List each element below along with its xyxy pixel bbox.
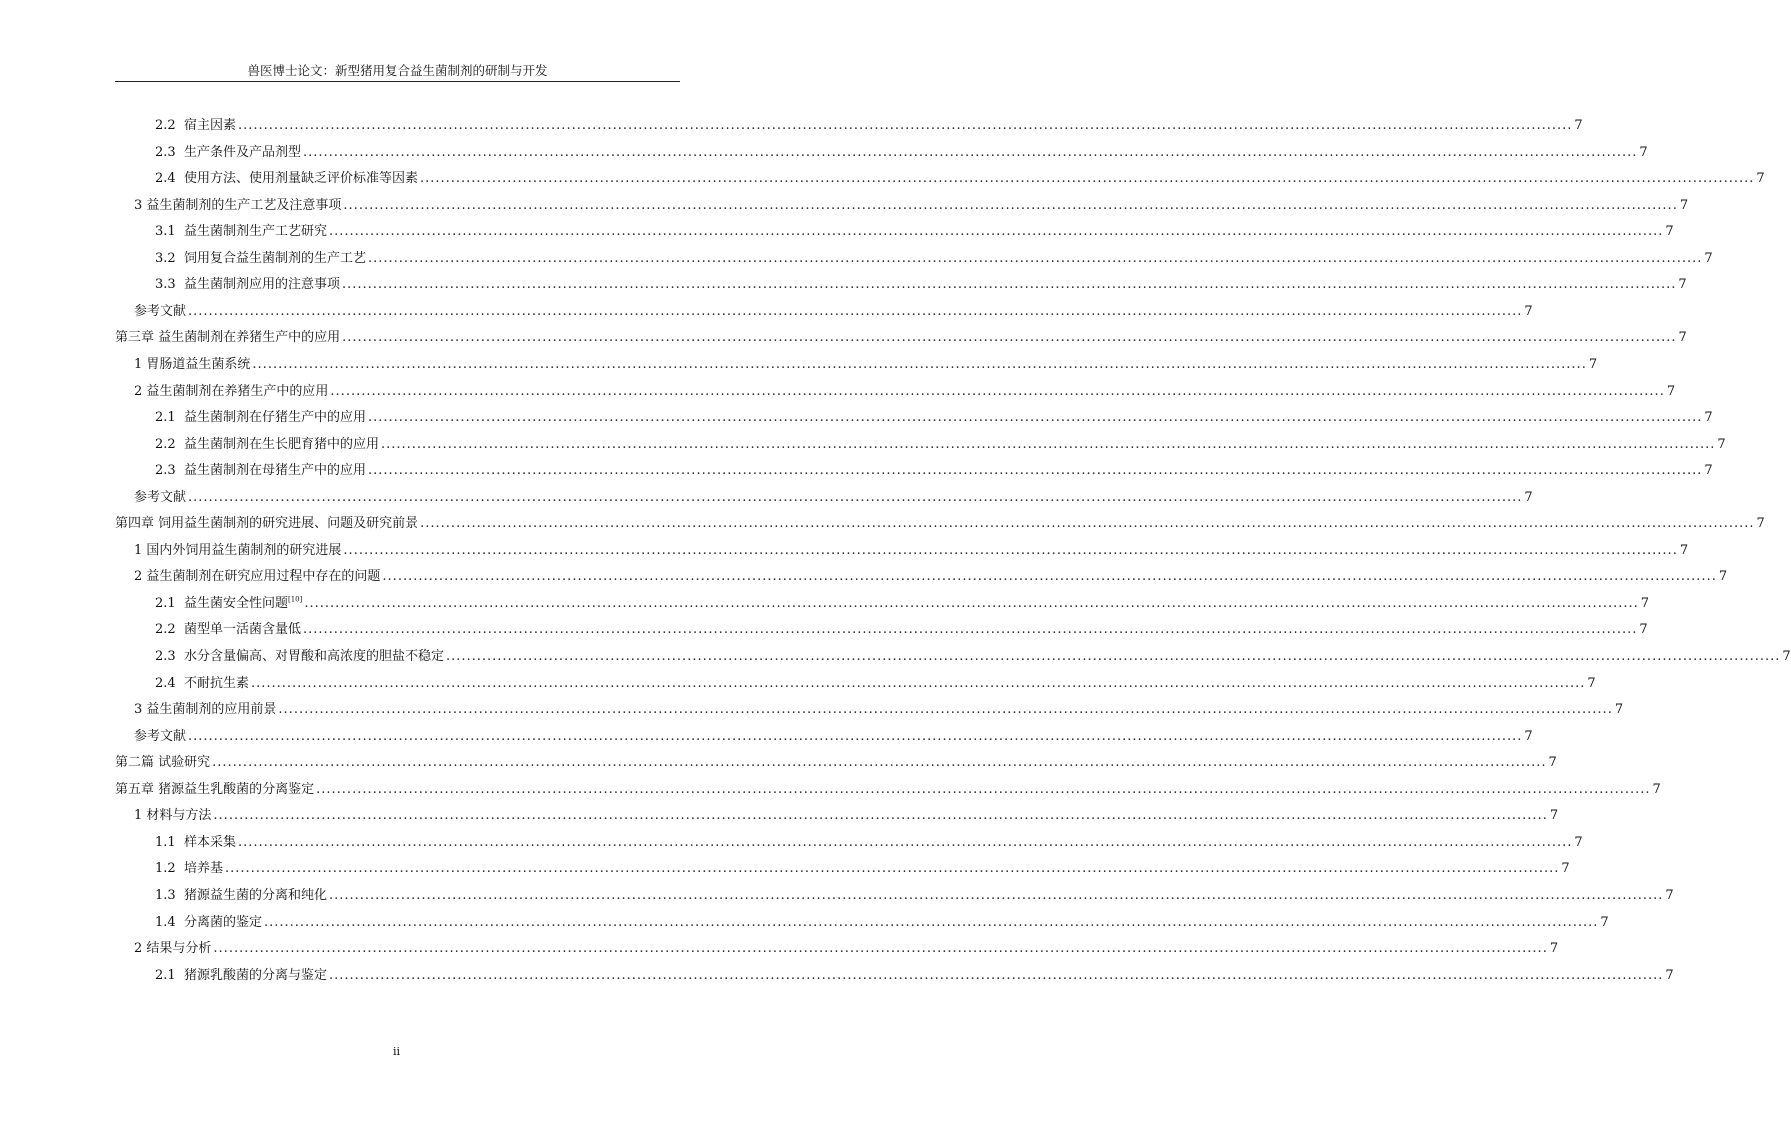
toc-entry-title-text: 样本采集 (183, 834, 236, 850)
toc-entry-title-text: 益生菌制剂在仔猪生产中的应用 (183, 410, 366, 426)
header-divider (115, 81, 680, 82)
toc-entry-page: 7 (1639, 144, 1648, 160)
toc-entry-number: 2 (134, 569, 147, 585)
toc-entry-title-text: 益生菌制剂在研究应用过程中存在的问题 (146, 569, 381, 585)
toc-entry-title (184, 219, 327, 245)
toc-entry-page: 7 (1704, 410, 1713, 426)
toc-entry-page: 7 (1678, 330, 1687, 346)
toc-entry-title-text: 饲用复合益生菌制剂的生产工艺 (183, 250, 366, 266)
toc-entry-title (184, 671, 249, 697)
toc-entry-title-text: 菌型单一活菌含量低 (183, 622, 301, 638)
toc-entry-page: 7 (1524, 489, 1533, 505)
toc-entry-page: 7 (1665, 224, 1674, 240)
toc-entry[interactable] (0, 485, 1533, 511)
toc-entry[interactable] (0, 856, 1570, 882)
toc-entry-number: 3 (134, 702, 147, 718)
toc-entry[interactable] (0, 166, 1765, 192)
toc-entry-page: 7 (1704, 463, 1713, 479)
toc-entry[interactable] (0, 538, 1689, 564)
toc-entry-number: 2 (134, 383, 147, 399)
toc-entry-title (115, 325, 340, 351)
toc-entry-page: 7 (1561, 861, 1570, 877)
toc-entry[interactable] (0, 963, 1674, 989)
toc-entry-title (184, 910, 262, 936)
toc-leader-dots: .................................................................................................................................................................................................................................................................... (263, 914, 1599, 930)
toc-leader-dots: .................................................................................................................................................................................................................................................................... (188, 303, 1523, 319)
toc-entry-title (146, 564, 380, 590)
toc-leader-dots: .................................................................................................................................................................................................................................................................... (420, 516, 1755, 532)
toc-leader-dots: .................................................................................................................................................................................................................................................................... (343, 197, 1678, 213)
toc-entry-page: 7 (1574, 118, 1583, 133)
toc-leader-dots: .................................................................................................................................................................................................................................................................... (316, 781, 1651, 797)
toc-entry-number: 1 (134, 808, 147, 824)
toc-entry[interactable] (0, 246, 1713, 272)
toc-entry-title-text: 第四章 饲用益生菌制剂的研究进展、问题及研究前景 (115, 516, 419, 532)
toc-entry-number: 1.3 (155, 887, 184, 903)
toc-entry-title-text: 胃肠道益生菌系统 (146, 356, 251, 372)
toc-entry-title-text: 参考文献 (134, 489, 187, 505)
toc-entry-page: 7 (1666, 383, 1676, 399)
toc-leader-dots: .................................................................................................................................................................................................................................................................... (302, 144, 1638, 160)
toc-entry-title (115, 511, 418, 537)
toc-entry-title-text: 生产条件及产品剂型 (183, 144, 301, 160)
toc-entry-title (115, 777, 314, 803)
toc-leader-dots: .................................................................................................................................................................................................................................................................... (341, 277, 1677, 293)
toc-entry-title-text: 材料与方法 (146, 808, 212, 824)
toc-entry-number: 1 (134, 356, 147, 372)
toc-entry-number: 2.1 (155, 410, 184, 426)
toc-entry-page: 7 (1782, 649, 1791, 664)
toc-entry-title-text: 参考文献 (134, 303, 187, 319)
toc-entry-page: 7 (1588, 356, 1598, 372)
toc-entry[interactable] (0, 936, 1559, 962)
toc-entry[interactable] (0, 379, 1676, 405)
toc-entry-title-text: 使用方法、使用剂量缺乏评价标准等因素 (183, 171, 418, 187)
toc-entry-page: 7 (1639, 622, 1648, 638)
toc-entry-title (134, 485, 186, 511)
toc-entry-title (146, 352, 250, 378)
toc-entry-title-text: 益生菌制剂在生长肥育猪中的应用 (183, 436, 379, 452)
toc-leader-dots: .................................................................................................................................................................................................................................................................... (213, 941, 1548, 957)
toc-entry-page: 7 (1756, 171, 1765, 187)
toc-leader-dots: .................................................................................................................................................................................................................................................................... (188, 728, 1523, 744)
toc-entry-title (146, 803, 211, 829)
toc-leader-dots: .................................................................................................................................................................................................................................................................... (304, 595, 1639, 611)
toc-entry-number: 3 (134, 197, 147, 213)
toc-entry-title (146, 193, 341, 219)
toc-entry[interactable] (0, 432, 1726, 458)
toc-entry-number: 2.2 (155, 622, 184, 638)
toc-entry[interactable] (0, 352, 1598, 378)
toc-leader-dots: .................................................................................................................................................................................................................................................................... (237, 834, 1573, 850)
toc-entry-page: 7 (1548, 755, 1557, 771)
toc-entry[interactable] (0, 777, 1661, 803)
toc-entry-number: 1.4 (155, 914, 184, 930)
toc-entry-number: 2.3 (155, 463, 184, 479)
toc-entry-title (184, 591, 302, 617)
toc-entry-title (184, 272, 340, 298)
toc-entry-title-text: 益生菌制剂在养猪生产中的应用 (146, 383, 329, 399)
toc-entry-title (184, 830, 236, 856)
toc-entry-page: 7 (1640, 595, 1650, 611)
toc-entry-number: 3.3 (155, 277, 184, 293)
toc-entry-title (184, 113, 236, 139)
toc-entry[interactable] (0, 458, 1713, 484)
toc-entry[interactable] (0, 724, 1533, 750)
toc-entry-page: 7 (1549, 941, 1559, 957)
running-header: 兽医博士论文：新型猪用复合益生菌制剂的研制与开发 (247, 63, 548, 78)
toc-entry-title-text: 参考文献 (134, 728, 187, 744)
toc-entry-title-text: 第二篇 试验研究 (115, 755, 211, 771)
toc-entry[interactable] (0, 564, 1728, 590)
toc-entry[interactable] (0, 272, 1687, 298)
toc-leader-dots: .................................................................................................................................................................................................................................................................... (188, 489, 1523, 505)
toc-entry-page: 7 (1679, 197, 1689, 213)
toc-leader-dots: .................................................................................................................................................................................................................................................................... (224, 861, 1560, 877)
toc-entry-number: 3.2 (155, 250, 184, 266)
toc-entry-title-text: 益生菌制剂在母猪生产中的应用 (183, 463, 366, 479)
toc-entry-title (184, 140, 301, 166)
toc-entry-page: 7 (1652, 781, 1661, 797)
toc-entry-title (146, 697, 276, 723)
toc-entry-page: 7 (1704, 250, 1713, 266)
toc-entry-page: 7 (1614, 702, 1624, 718)
toc-entry-title (184, 246, 366, 272)
toc-leader-dots: .................................................................................................................................................................................................................................................................... (367, 250, 1703, 266)
toc-entry-title-text: 益生菌安全性问题 (183, 595, 288, 611)
toc-entry-title (184, 883, 327, 909)
toc-entry[interactable] (0, 830, 1583, 856)
toc-entry-title (184, 856, 223, 882)
toc-entry-title-text: 第三章 益生菌制剂在养猪生产中的应用 (115, 330, 341, 346)
toc-entry-number: 2 (134, 941, 147, 957)
toc-entry-title (184, 405, 366, 431)
toc-entry[interactable] (0, 910, 1609, 936)
toc-entry-title-text: 宿主因素 (183, 118, 236, 133)
toc-entry-number: 2.1 (155, 595, 184, 611)
toc-entry-number: 2.4 (155, 675, 184, 691)
toc-leader-dots: .................................................................................................................................................................................................................................................................... (380, 436, 1716, 452)
toc-entry-title-text: 分离菌的鉴定 (183, 914, 262, 930)
toc-leader-dots: .................................................................................................................................................................................................................................................................... (252, 356, 1587, 372)
toc-entry-title-text: 益生菌制剂的应用前景 (146, 702, 277, 718)
toc-entry-page: 7 (1665, 887, 1674, 903)
toc-entry-number: 2.2 (155, 118, 184, 133)
toc-entry-number: 2.3 (155, 649, 184, 664)
toc-entry[interactable] (0, 511, 1765, 537)
toc-entry[interactable] (0, 193, 1689, 219)
toc-entry-number: 1.2 (155, 861, 184, 877)
toc-entry-page: 7 (1524, 303, 1533, 319)
toc-entry[interactable] (0, 299, 1533, 325)
toc-entry-title (184, 166, 418, 192)
page-number: ii (392, 1045, 401, 1058)
toc-leader-dots: .................................................................................................................................................................................................................................................................... (213, 808, 1548, 824)
toc-entry-number: 3.1 (155, 224, 184, 240)
toc-entry-number: 1 (134, 542, 147, 558)
toc-leader-dots: .................................................................................................................................................................................................................................................................... (328, 887, 1664, 903)
toc-entry[interactable] (0, 113, 1583, 139)
toc-entry[interactable] (0, 219, 1674, 245)
toc-leader-dots: .................................................................................................................................................................................................................................................................... (342, 330, 1677, 346)
toc-entry-page: 7 (1678, 277, 1687, 293)
toc-entry-number: 2.4 (155, 171, 184, 187)
toc-entry-page: 7 (1679, 542, 1689, 558)
toc-entry-title (146, 936, 211, 962)
citation-superscript: [10] (287, 595, 303, 604)
toc-entry-title (115, 750, 210, 776)
toc-entry[interactable] (0, 671, 1596, 697)
toc-entry-page: 7 (1524, 728, 1533, 744)
toc-leader-dots: .................................................................................................................................................................................................................................................................... (382, 569, 1717, 585)
toc-entry-title (134, 724, 186, 750)
toc-entry-page: 7 (1665, 967, 1674, 983)
toc-entry-title-text: 水分含量偏高、对胃酸和高浓度的胆盐不稳定 (183, 649, 444, 664)
toc-leader-dots: .................................................................................................................................................................................................................................................................... (367, 410, 1703, 426)
toc-entry[interactable] (0, 644, 1791, 670)
toc-entry-title (184, 644, 444, 670)
toc-entry-title-text: 国内外饲用益生菌制剂的研究进展 (146, 542, 342, 558)
toc-entry[interactable] (0, 405, 1713, 431)
toc-entry[interactable] (0, 325, 1687, 351)
toc-leader-dots: .................................................................................................................................................................................................................................................................... (343, 542, 1678, 558)
toc-entry-title-text: 益生菌制剂生产工艺研究 (183, 224, 327, 240)
toc-entry-title-text: 益生菌制剂应用的注意事项 (183, 277, 340, 293)
toc-entry-page: 7 (1549, 808, 1559, 824)
toc-leader-dots: .................................................................................................................................................................................................................................................................... (278, 702, 1613, 718)
toc-entry-title-text: 益生菌制剂的生产工艺及注意事项 (146, 197, 342, 213)
toc-entry-title-text: 猪源益生菌的分离和纯化 (183, 887, 327, 903)
toc-leader-dots: .................................................................................................................................................................................................................................................................... (419, 171, 1755, 187)
toc-leader-dots: .................................................................................................................................................................................................................................................................... (328, 967, 1664, 983)
toc-leader-dots: .................................................................................................................................................................................................................................................................... (237, 118, 1573, 133)
toc-entry-title (146, 538, 341, 564)
toc-entry-page: 7 (1574, 834, 1583, 850)
toc-leader-dots: .................................................................................................................................................................................................................................................................... (250, 675, 1586, 691)
toc-entry-number: 2.3 (155, 144, 184, 160)
toc-entry-title-text: 不耐抗生素 (183, 675, 249, 691)
toc-entry-title-text: 猪源乳酸菌的分离与鉴定 (183, 967, 327, 983)
toc-entry[interactable] (0, 750, 1557, 776)
toc-entry-title-text: 结果与分析 (146, 941, 212, 957)
toc-entry-title-text: 培养基 (183, 861, 223, 877)
toc-entry[interactable] (0, 140, 1648, 166)
toc-entry-number: 2.2 (155, 436, 184, 452)
toc-entry-title (184, 617, 301, 643)
toc-entry[interactable] (0, 617, 1648, 643)
toc-entry-page: 7 (1717, 436, 1726, 452)
toc-entry-title (146, 379, 328, 405)
toc-entry-title (184, 432, 379, 458)
toc-entry[interactable] (0, 591, 1650, 617)
toc-entry[interactable] (0, 883, 1674, 909)
toc-entry-title (184, 458, 366, 484)
toc-entry[interactable] (0, 697, 1624, 723)
toc-entry-page: 7 (1718, 569, 1728, 585)
toc-entry-page: 7 (1587, 675, 1596, 691)
toc-entry-title (134, 299, 186, 325)
toc-entry-number: 2.1 (155, 967, 184, 983)
toc-leader-dots: .................................................................................................................................................................................................................................................................... (445, 649, 1781, 664)
toc-leader-dots: .................................................................................................................................................................................................................................................................... (367, 463, 1703, 479)
toc-leader-dots: .................................................................................................................................................................................................................................................................... (212, 755, 1547, 771)
toc-entry-page: 7 (1600, 914, 1609, 930)
toc-entry-title-text: 第五章 猪源益生乳酸菌的分离鉴定 (115, 781, 315, 797)
toc-leader-dots: .................................................................................................................................................................................................................................................................... (302, 622, 1638, 638)
toc-leader-dots: .................................................................................................................................................................................................................................................................... (328, 224, 1664, 240)
toc-entry[interactable] (0, 803, 1559, 829)
toc-entry-page: 7 (1756, 516, 1765, 532)
toc-entry-number: 1.1 (155, 834, 184, 850)
toc-leader-dots: .................................................................................................................................................................................................................................................................... (330, 383, 1665, 399)
toc-entry-title (184, 963, 327, 989)
